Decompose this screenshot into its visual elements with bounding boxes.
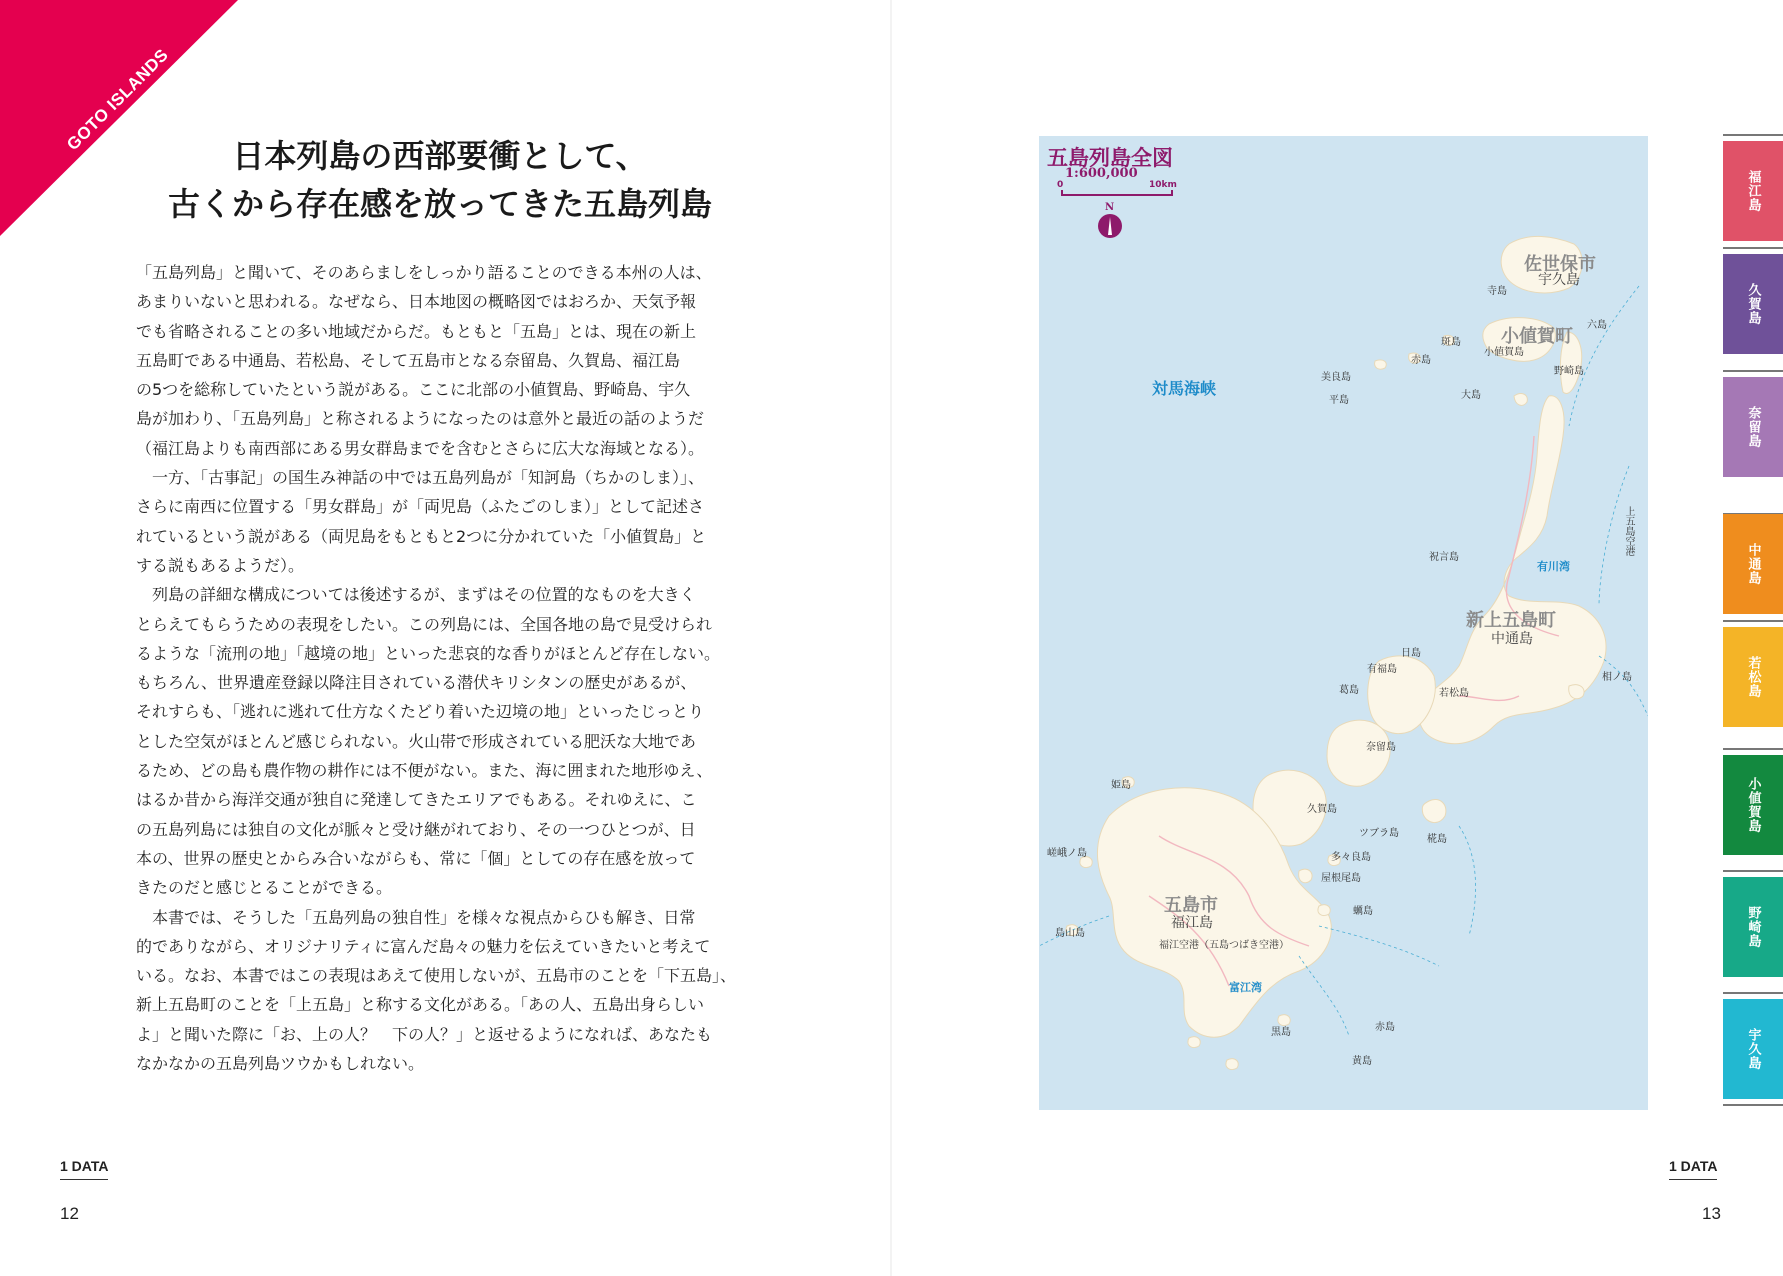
bay-label: 有川湾 bbox=[1537, 560, 1570, 573]
tab-label: 中通島 bbox=[1745, 543, 1761, 585]
airport-label: 福江空港（五島つばき空港） bbox=[1159, 940, 1289, 951]
headline-line-2: 古くから存在感を放ってきた五島列島 bbox=[167, 185, 712, 223]
tab-nakadori[interactable] bbox=[1723, 514, 1783, 614]
body-line: それすらも、「逃れに逃れて仕方なくたどり着いた辺境の地」といったじっとり bbox=[136, 702, 705, 722]
body-line: の五島列島には独自の文化が脈々と受け継がれており、その一つひとつが、日 bbox=[136, 819, 696, 839]
body-line: 本の、世界の歴史とからみ合いながらも、常に「個」としての存在感を放って bbox=[136, 848, 696, 868]
island-label: 島山島 bbox=[1055, 928, 1085, 939]
tab-label: 宇久島 bbox=[1745, 1028, 1761, 1070]
map-scale: 1:600,000 bbox=[1065, 166, 1138, 181]
island-label: 宇久島 bbox=[1538, 272, 1580, 288]
body-line: （福江島よりも南西部にある男女群島までを含むとさらに広大な海域となる）。 bbox=[136, 438, 705, 458]
island-label: 赤島 bbox=[1411, 355, 1431, 366]
island-label: 黄島 bbox=[1352, 1056, 1372, 1067]
sea-label: 対馬海峡 bbox=[1152, 379, 1217, 398]
tab-ojika[interactable] bbox=[1723, 755, 1783, 855]
island-label: 大島 bbox=[1461, 390, 1481, 401]
town-label: 五島市 bbox=[1164, 895, 1218, 916]
body-line: れているという説がある（両児島をもともと2つに分かれていた「小値賀島」と bbox=[136, 526, 707, 546]
island-label: 平島 bbox=[1329, 395, 1349, 406]
page-headline bbox=[120, 132, 760, 228]
bay-label: 富江湾 bbox=[1229, 981, 1262, 994]
island-label: 福江島 bbox=[1171, 915, 1213, 931]
island-label: 黒島 bbox=[1271, 1027, 1291, 1038]
north-arrow-icon bbox=[1098, 214, 1122, 238]
page-number-right: 13 bbox=[1702, 1204, 1721, 1223]
island-label: 六島 bbox=[1587, 320, 1607, 331]
island-label: 蠣島 bbox=[1353, 906, 1373, 917]
body-text bbox=[136, 258, 748, 1078]
island-label: 相ノ島 bbox=[1602, 672, 1632, 683]
tab-label: 久賀島 bbox=[1745, 283, 1761, 325]
body-line: 一方、「古事記」の国生み神話の中では五島列島が「知訶島（ちかのしま）」、 bbox=[136, 468, 705, 488]
town-label: 小値賀町 bbox=[1501, 326, 1573, 347]
island-label: 小値賀島 bbox=[1484, 347, 1524, 358]
island-label: 斑島 bbox=[1441, 337, 1461, 348]
tab-naru[interactable] bbox=[1723, 377, 1783, 477]
island-label: 赤島 bbox=[1375, 1022, 1395, 1033]
island-label: 多々良島 bbox=[1331, 852, 1371, 863]
island-label: 椛島 bbox=[1427, 834, 1447, 845]
tab-label: 福江島 bbox=[1745, 170, 1761, 212]
tab-hisaka[interactable] bbox=[1723, 254, 1783, 354]
tab-label: 奈留島 bbox=[1745, 406, 1761, 448]
body-line: でも省略されることの多い地域だからだ。もともと「五島」とは、現在の新上 bbox=[136, 321, 697, 341]
island-label: 久賀島 bbox=[1307, 804, 1337, 815]
body-line: きたのだと感じとることができる。 bbox=[136, 878, 393, 898]
island-label: 屋根尾島 bbox=[1321, 873, 1361, 884]
page-number-left: 12 bbox=[60, 1204, 79, 1223]
body-line: るような「流刑の地」「越境の地」といった悲哀的な香りがほとんど存在しない。 bbox=[136, 643, 721, 663]
goto-islands-map bbox=[1039, 136, 1648, 1110]
body-line: 五島町である中通島、若松島、そして五島市となる奈留島、久賀島、福江島 bbox=[136, 350, 681, 370]
town-label: 新上五島町 bbox=[1466, 610, 1556, 631]
banner-text: GOTO ISLANDS bbox=[63, 45, 173, 155]
island-label: 葛島 bbox=[1339, 685, 1359, 696]
footer-section-right: 1 DATA bbox=[1669, 1158, 1717, 1180]
body-line: 的でありながら、オリジナリティに富んだ島々の魅力を伝えていきたいと考えて bbox=[136, 936, 711, 956]
body-line: よ」と聞いた際に「お、上の人？ 下の人？」と返せるようになれば、あなたも bbox=[136, 1024, 713, 1044]
body-line: 列島の詳細な構成については後述するが、まずはその位置的なものを大きく bbox=[136, 585, 696, 605]
town-label: 佐世保市 bbox=[1524, 254, 1596, 275]
left-page bbox=[0, 0, 891, 1276]
body-line: あまりいないと思われる。なぜなら、日本地図の概略図ではおろか、天気予報 bbox=[136, 292, 697, 312]
body-line: いる。なお、本書ではこの表現はあえて使用しないが、五島市のことを「下五島」、 bbox=[136, 966, 737, 986]
tab-wakamatsu[interactable] bbox=[1723, 627, 1783, 727]
body-line: 島が加わり、「五島列島」と称されるようになったのは意外と最近の話のようだ bbox=[136, 409, 705, 429]
body-line: する説もあるようだ）。 bbox=[136, 555, 305, 575]
body-line: もちろん、世界遺産登録以降注目されている潜伏キリシタンの歴史があるが、 bbox=[136, 673, 697, 693]
map-title: 五島列島全図 bbox=[1047, 146, 1173, 170]
island-label: 寺島 bbox=[1487, 286, 1507, 297]
tab-label: 若松島 bbox=[1745, 656, 1761, 698]
island-label: 中通島 bbox=[1491, 631, 1533, 647]
body-line: はるか昔から海洋交通が独自に発達してきたエリアでもある。それゆえに、こ bbox=[136, 790, 697, 810]
body-line: さらに南西に位置する「男女群島」が「両児島（ふたごのしま）」として記述さ bbox=[136, 497, 705, 517]
body-line: なかなかの五島列島ツウかもしれない。 bbox=[136, 1054, 425, 1074]
body-line: 新上五島町のことを「上五島」と称する文化がある。「あの人、五島出身らしい bbox=[136, 995, 705, 1015]
body-line: るため、どの島も農作物の耕作には不便がない。また、海に囲まれた地形ゆえ、 bbox=[136, 761, 713, 781]
island-label: 美良島 bbox=[1321, 372, 1351, 383]
island-label: 野崎島 bbox=[1554, 366, 1584, 377]
body-line: の5つを総称していたという説がある。ここに北部の小値賀島、野崎島、宇久 bbox=[136, 380, 691, 400]
scale-end: 10km bbox=[1149, 180, 1177, 190]
island-label: 姫島 bbox=[1111, 780, 1131, 791]
tab-nozaki[interactable] bbox=[1723, 877, 1783, 977]
tab-label: 野崎島 bbox=[1745, 906, 1761, 948]
tab-uku[interactable] bbox=[1723, 999, 1783, 1099]
scale-zero: 0 bbox=[1057, 180, 1064, 190]
naru-island-shape bbox=[1327, 720, 1390, 786]
body-line: 本書では、そうした「五島列島の独自性」を様々な視点からひも解き、日常 bbox=[136, 907, 696, 927]
tab-label: 小値賀島 bbox=[1745, 777, 1761, 833]
island-label: 有福島 bbox=[1367, 664, 1397, 675]
airport-label: 上五島空港 bbox=[1623, 506, 1634, 556]
island-label: ツブラ島 bbox=[1359, 828, 1399, 839]
headline-line-1: 日本列島の西部要衝として、 bbox=[232, 137, 648, 175]
body-line: とした空気がほとんど感じられない。火山帯で形成されている肥沃な大地であ bbox=[136, 731, 697, 751]
body-line: とらえてもらうための表現をしたい。この列島には、全国各地の島で見受けられ bbox=[136, 614, 713, 634]
island-label: 嵯峨ノ島 bbox=[1047, 848, 1087, 859]
island-label: 日島 bbox=[1401, 648, 1421, 659]
scale-bar bbox=[1061, 190, 1173, 196]
island-label: 若松島 bbox=[1439, 688, 1469, 699]
north-label: N bbox=[1105, 202, 1115, 213]
footer-section-left: 1 DATA bbox=[60, 1158, 108, 1180]
island-label: 祝言島 bbox=[1429, 552, 1459, 563]
body-line: 「五島列島」と聞いて、そのあらましをしっかり語ることのできる本州の人は、 bbox=[136, 263, 712, 282]
tab-fukue[interactable] bbox=[1723, 141, 1783, 241]
island-label: 奈留島 bbox=[1366, 742, 1396, 753]
